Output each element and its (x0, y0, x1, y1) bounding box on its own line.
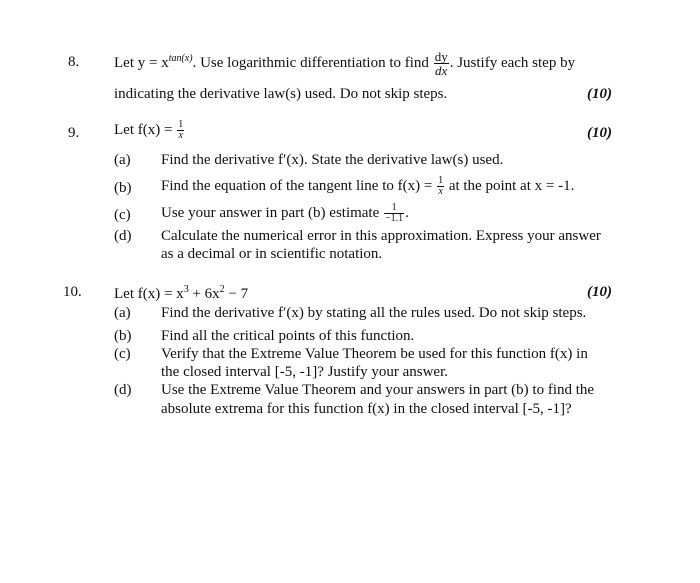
q9-a-text: Find the derivative f′(x). State the derivative law(s) used. (161, 152, 504, 168)
q10-sup-3: 3 (183, 284, 189, 295)
q9-b-frac-den: x (438, 186, 443, 197)
q9-b-pre: Find the equation of the tangent line to f(x) = (161, 177, 433, 194)
q9-d-line-2: as a decimal or in scientific notation. (161, 246, 383, 262)
q9-a-label: (a) (114, 152, 131, 168)
q9-d-line-1: Calculate the numerical error in this approximation. Express your answer (161, 228, 601, 244)
q10-a-text: Find the derivative f′(x) by stating all the rules used. Do not skip steps. (161, 305, 587, 321)
q9-stem-frac-num: 1 (178, 119, 184, 130)
q9-c-text (161, 203, 409, 224)
q9-stem-fraction (177, 120, 184, 141)
q9-b-fraction (437, 176, 444, 197)
question-8-line-2: indicating the derivative law(s) used. Do not skip steps. (114, 86, 448, 102)
q8-text-post: . Justify each step by (449, 54, 576, 71)
q9-d-label: (d) (114, 228, 132, 244)
q9-b-label: (b) (114, 180, 132, 196)
q9-b-post: at the point at x = -1. (448, 177, 575, 194)
q9-c-frac-den: −1.1 (385, 213, 404, 224)
q10-d-line-1: Use the Extreme Value Theorem and your answers in part (b) to find the (161, 382, 595, 398)
question-8-points: (10) (587, 86, 612, 102)
question-8-line-1 (114, 50, 575, 77)
question-10-number: 10. (63, 284, 82, 300)
q10-b-text: Find all the critical points of this function. (161, 328, 415, 344)
q9-c-frac-num: 1 (384, 203, 404, 214)
question-10-points: (10) (587, 284, 612, 300)
q9-c-post: . (405, 204, 409, 221)
question-10-stem (114, 284, 248, 303)
q8-frac-num: dy (434, 49, 448, 64)
q9-c-pre: Use your answer in part (b) estimate (161, 204, 380, 221)
q9-stem-text: Let f(x) = (114, 121, 173, 138)
q10-a-label: (a) (114, 305, 131, 321)
q9-c-fraction (384, 203, 404, 224)
question-9-points: (10) (587, 125, 612, 141)
q8-dy-dx-fraction (434, 50, 449, 77)
q10-stem-pre: Let f(x) = x (114, 286, 184, 302)
q9-b-frac-num: 1 (438, 175, 444, 186)
q8-text-pre: Let y = x (114, 54, 169, 71)
q10-c-line-2: the closed interval [-5, -1]? Justify your answer. (161, 364, 448, 380)
q10-stem-post: − 7 (224, 286, 249, 302)
q8-frac-den: dx (435, 63, 448, 78)
q8-text-mid: . Use logarithmic differentiation to find (192, 54, 429, 71)
question-9-stem (114, 120, 185, 141)
question-8-number: 8. (68, 54, 80, 70)
q10-b-label: (b) (114, 328, 132, 344)
q9-stem-frac-den: x (178, 130, 183, 141)
question-9-number: 9. (68, 125, 80, 141)
q10-sup-2: 2 (219, 284, 225, 295)
q8-exponent: tan(x) (168, 52, 193, 64)
q10-d-label: (d) (114, 382, 132, 398)
q10-stem-mid: + 6x (188, 286, 220, 302)
q9-b-text (161, 176, 574, 197)
q10-d-line-2: absolute extrema for this function f(x) in the closed interval [-5, -1]? (161, 401, 572, 417)
q10-c-line-1: Verify that the Extreme Value Theorem be used for this function f(x) in (161, 346, 588, 362)
q9-c-label: (c) (114, 207, 131, 223)
q10-c-label: (c) (114, 346, 131, 362)
